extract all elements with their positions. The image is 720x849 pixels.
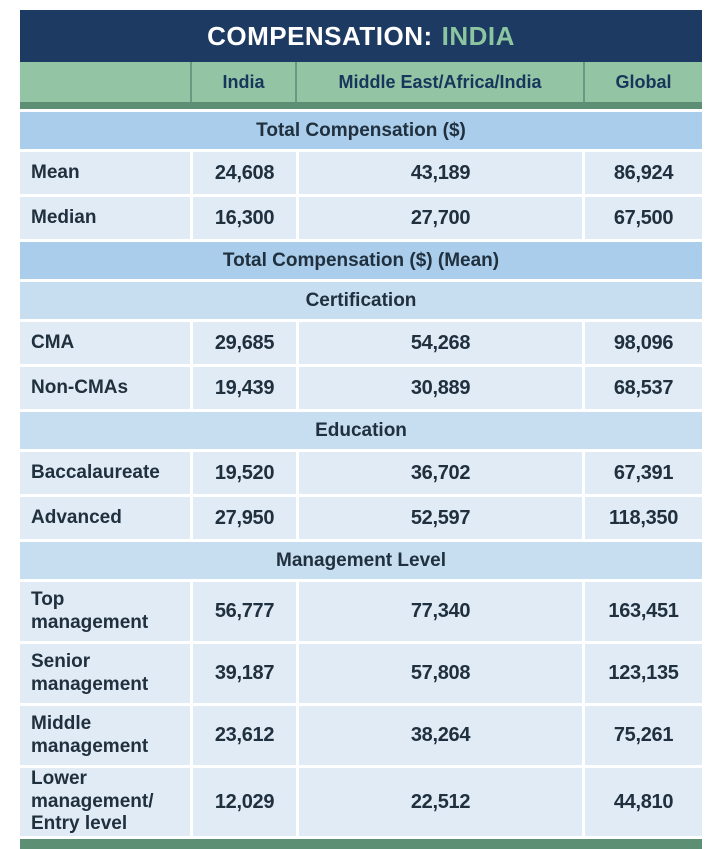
table-row <box>20 644 702 703</box>
value-cell: 68,537 <box>585 367 702 409</box>
table-row <box>20 452 702 494</box>
row-label: Non-CMAs <box>20 367 190 409</box>
value-cell: 77,340 <box>299 582 582 641</box>
value-cell: 123,135 <box>585 644 702 703</box>
row-label: Senior management <box>20 644 190 703</box>
table-row <box>20 322 702 364</box>
value-cell: 39,187 <box>193 644 296 703</box>
column-header-row <box>20 62 702 102</box>
table-row <box>20 768 702 836</box>
table-row <box>20 152 702 194</box>
title-text: COMPENSATION: <box>207 20 433 51</box>
row-label: Lower management/ Entry level <box>20 768 190 836</box>
row-label: Middle management <box>20 706 190 765</box>
value-cell: 98,096 <box>585 322 702 364</box>
value-cell: 57,808 <box>299 644 582 703</box>
table-row <box>20 197 702 239</box>
column-header-mea-india: Middle East/Africa/India <box>297 62 583 102</box>
value-cell: 36,702 <box>299 452 582 494</box>
value-cell: 27,950 <box>193 497 296 539</box>
value-cell: 23,612 <box>193 706 296 765</box>
section-header-total-compensation-mean: Total Compensation ($) (Mean) <box>20 242 702 279</box>
value-cell: 38,264 <box>299 706 582 765</box>
table-title-bar <box>20 10 702 62</box>
value-cell: 67,391 <box>585 452 702 494</box>
value-cell: 27,700 <box>299 197 582 239</box>
value-cell: 30,889 <box>299 367 582 409</box>
column-header-india: India <box>192 62 295 102</box>
row-label: Mean <box>20 152 190 194</box>
value-cell: 19,439 <box>193 367 296 409</box>
value-cell: 16,300 <box>193 197 296 239</box>
value-cell: 56,777 <box>193 582 296 641</box>
value-cell: 75,261 <box>585 706 702 765</box>
row-label: Baccalaureate <box>20 452 190 494</box>
value-cell: 43,189 <box>299 152 582 194</box>
row-label: Median <box>20 197 190 239</box>
title-region-text: INDIA <box>441 20 515 51</box>
value-cell: 67,500 <box>585 197 702 239</box>
table-row <box>20 367 702 409</box>
value-cell: 12,029 <box>193 768 296 836</box>
value-cell: 22,512 <box>299 768 582 836</box>
section-header-management-level: Management Level <box>20 542 702 579</box>
section-header-total-compensation: Total Compensation ($) <box>20 112 702 149</box>
header-divider-strip <box>20 102 702 109</box>
value-cell: 54,268 <box>299 322 582 364</box>
column-header-blank <box>20 62 190 102</box>
value-cell: 86,924 <box>585 152 702 194</box>
row-label: CMA <box>20 322 190 364</box>
value-cell: 19,520 <box>193 452 296 494</box>
table-row <box>20 706 702 765</box>
section-header-education: Education <box>20 412 702 449</box>
table-bottom-border <box>20 839 702 849</box>
section-header-certification: Certification <box>20 282 702 319</box>
value-cell: 118,350 <box>585 497 702 539</box>
value-cell: 44,810 <box>585 768 702 836</box>
row-label: Top management <box>20 582 190 641</box>
table-row <box>20 497 702 539</box>
row-label: Advanced <box>20 497 190 539</box>
value-cell: 29,685 <box>193 322 296 364</box>
column-header-global: Global <box>585 62 702 102</box>
value-cell: 163,451 <box>585 582 702 641</box>
value-cell: 24,608 <box>193 152 296 194</box>
compensation-table <box>20 10 702 849</box>
table-row <box>20 582 702 641</box>
value-cell: 52,597 <box>299 497 582 539</box>
